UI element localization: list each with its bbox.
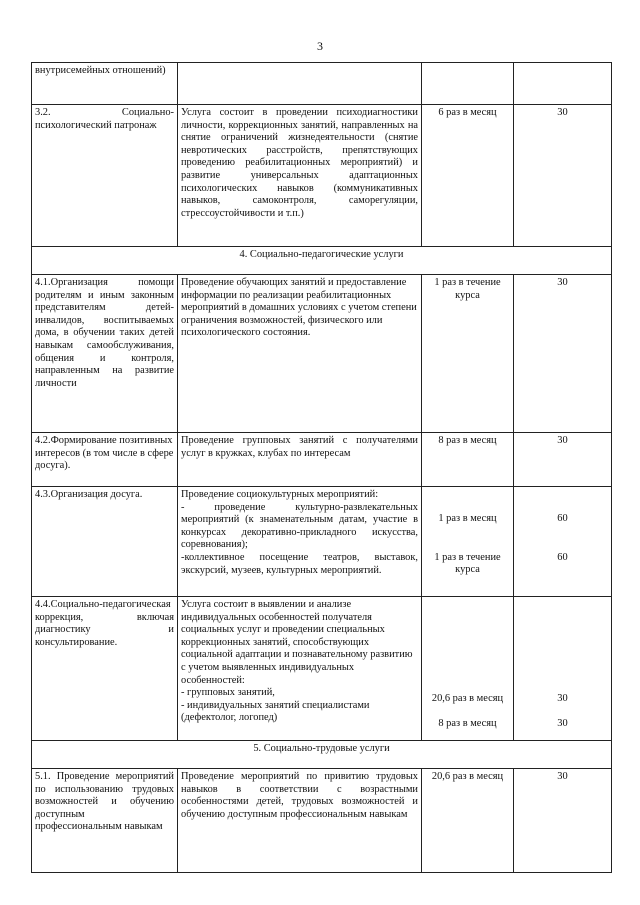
service-description-cell xyxy=(178,63,422,105)
table-row xyxy=(32,105,612,247)
table-row xyxy=(32,433,612,487)
table-row xyxy=(32,487,612,597)
frequency-value: 1 раз в месяц xyxy=(438,513,497,524)
frequency-cell xyxy=(422,597,514,741)
table-row xyxy=(32,275,612,433)
count-value: 60 xyxy=(557,551,568,563)
service-description-cell: Проведение мероприятий по привитию трудовых навыков в соответствии с возрастными особенностями детей, трудовых возможностей и обучению доступным профессиональным навыкам xyxy=(178,769,422,873)
frequency-cell: 20,6 раз в месяц xyxy=(422,769,514,873)
frequency-cell xyxy=(422,63,514,105)
service-description-cell: Проведение групповых занятий с получателями услуг в кружках, клубах по интересам xyxy=(178,433,422,487)
service-name-cell: 3.2. Социально-психологический патронаж xyxy=(32,105,178,247)
frequency-value: 8 раз в месяц xyxy=(438,717,497,729)
count-value: 30 xyxy=(557,717,568,729)
count-cell: 30 xyxy=(514,769,612,873)
frequency-value: 1 раз в течение курса xyxy=(434,551,501,576)
count-cell: 30 xyxy=(514,275,612,433)
page-number: 3 xyxy=(317,39,323,53)
frequency-cell: 6 раз в месяц xyxy=(422,105,514,247)
description-item: - проведение культурно-развлекательных мероприятий (к знаменательным датам, участие в конкурсах декоративно-прикладного искусства, соревнования); xyxy=(181,501,418,551)
service-name-cell: 4.2.Формирование позитивных интересов (в том числе в сфере досуга). xyxy=(32,433,178,487)
description-item: - групповых занятий, xyxy=(181,687,275,699)
section-title: 4. Социально-педагогические услуги xyxy=(32,247,612,275)
frequency-cell xyxy=(422,487,514,597)
service-name-cell: 4.1.Организация помощи родителям и иным законным представителям детей-инвалидов, воспитываемых дома, в обучении таких детей навыкам самообслуживания, общения и контроля, направленным на развитие личности xyxy=(32,275,178,433)
count-cell: 30 xyxy=(514,105,612,247)
service-description-cell xyxy=(178,597,422,741)
table-row xyxy=(32,597,612,741)
service-name-cell: внутрисемейных отношений) xyxy=(32,63,178,105)
service-name-cell: 4.4.Социально-педагогическая коррекция, включая диагностику и консультирование. xyxy=(32,597,178,741)
count-cell: 30 xyxy=(514,433,612,487)
description-intro: Проведение социокультурных мероприятий: xyxy=(181,489,379,500)
frequency-cell: 1 раз в течение курса xyxy=(422,275,514,433)
count-cell xyxy=(514,63,612,105)
section-header-row xyxy=(32,247,612,275)
description-intro: Услуга состоит в выявлении и анализе индивидуальных особенностей получателя социальных услуг и проведении специальных коррекционных занятий, способствующих социальной адаптации и познавательному развитию с учетом выявленных индивидуальных особенностей: xyxy=(181,599,413,686)
count-value: 60 xyxy=(557,513,568,524)
service-name-cell: 5.1. Проведение мероприятий по использованию трудовых возможностей и обучению доступным профессиональным навыкам xyxy=(32,769,178,873)
section-title: 5. Социально-трудовые услуги xyxy=(32,741,612,769)
services-table xyxy=(31,62,612,873)
description-item: -коллективное посещение театров, выставок, экскурсий, музеев, культурных мероприятий. xyxy=(181,551,418,576)
frequency-cell: 8 раз в месяц xyxy=(422,433,514,487)
table-row xyxy=(32,63,612,105)
count-cell xyxy=(514,597,612,741)
description-item: - индивидуальных занятий специалистами (дефектолог, логопед) xyxy=(181,699,370,724)
count-value: 30 xyxy=(557,693,568,704)
service-description-cell: Услуга состоит в проведении психодиагностики личности, коррекционных занятий, направленных на снятие ограничений жизнедеятельности (снятие невротических расстройств, препятствующих проведению реабилитационных мероприятий) и развитие универсальных адаптационных психологических навыков (коммуникативных навыков, самоконтроля, саморегуляции, стрессоустойчивости и т.п.) xyxy=(178,105,422,247)
service-description-cell xyxy=(178,487,422,597)
frequency-value: 20,6 раз в месяц xyxy=(431,693,504,704)
service-description-cell: Проведение обучающих занятий и предоставление информации по реализации реабилитационных мероприятий в домашних условиях с учетом степени ограничения возможностей, физического или психологического состояния. xyxy=(178,275,422,433)
section-header-row xyxy=(32,741,612,769)
table-row xyxy=(32,769,612,873)
count-cell xyxy=(514,487,612,597)
service-name-cell: 4.3.Организация досуга. xyxy=(32,487,178,597)
